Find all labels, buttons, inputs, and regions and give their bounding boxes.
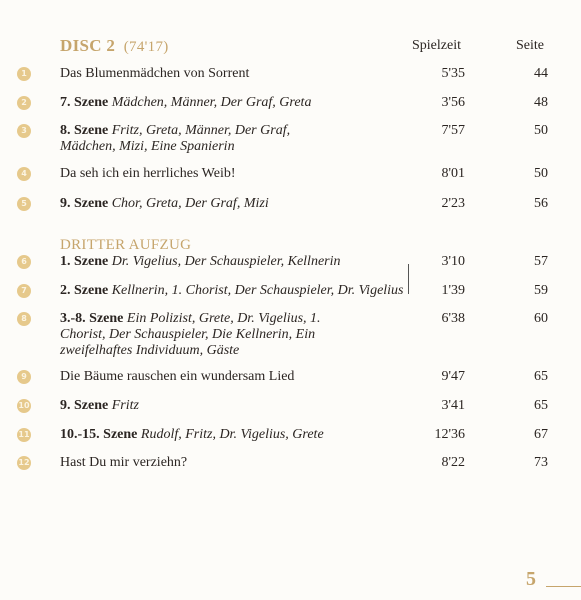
track-time: 1'39 <box>441 283 465 298</box>
track-time: 6'38 <box>441 311 465 326</box>
track-number-badge: 12 <box>17 456 31 470</box>
track-title: Die Bäume rauschen ein wundersam Lied <box>60 369 295 384</box>
track-description <box>60 196 410 212</box>
track-page: 65 <box>534 398 548 413</box>
scene-persons: Ein Polizist, Grete, Dr. Vigelius, 1. Chorist, Der Schauspieler, Die Kellnerin, Ein zweifelhaftes Individuum, Gäste <box>60 311 321 358</box>
track-number-badge: 11 <box>17 428 31 442</box>
scene-persons: Chor, Greta, Der Graf, Mizi <box>111 196 269 211</box>
track-page: 65 <box>534 369 548 384</box>
track-page: 60 <box>534 311 548 326</box>
scene-persons: Fritz, Greta, Männer, Der Graf, Mädchen, Mizi, Eine Spanierin <box>60 123 291 154</box>
column-header-time: Spielzeit <box>412 38 461 53</box>
disc-duration: (74'17) <box>123 39 169 55</box>
scene-persons: Mädchen, Männer, Der Graf, Greta <box>111 95 312 110</box>
track-description <box>60 283 420 299</box>
track-description <box>60 398 410 414</box>
scene-label: 10.-15. Szene <box>60 427 138 442</box>
track-page: 50 <box>534 166 548 181</box>
track-number-badge: 10 <box>17 399 31 413</box>
track-description <box>60 455 410 471</box>
track-page: 44 <box>534 66 548 81</box>
track-number-badge: 5 <box>17 197 31 211</box>
track-time: 12'36 <box>434 427 465 442</box>
scene-persons: Dr. Vigelius, Der Schauspieler, Kellnerin <box>111 254 341 269</box>
track-number-badge: 7 <box>17 284 31 298</box>
scene-label: 8. Szene <box>60 123 109 138</box>
track-number-badge: 2 <box>17 96 31 110</box>
track-description <box>60 369 410 385</box>
track-time: 3'10 <box>441 254 465 269</box>
track-time: 5'35 <box>441 66 465 81</box>
scene-label: 7. Szene <box>60 95 109 110</box>
track-number-badge: 1 <box>17 67 31 81</box>
scene-label: 1. Szene <box>60 254 109 269</box>
scene-label: 3.-8. Szene <box>60 311 124 326</box>
act-title: DRITTER AUFZUG <box>60 237 192 253</box>
track-number-badge: 6 <box>17 255 31 269</box>
track-page: 57 <box>534 254 548 269</box>
track-time: 8'01 <box>441 166 465 181</box>
scene-label: 9. Szene <box>60 398 109 413</box>
page-number: 5 <box>526 568 536 590</box>
scene-label: 9. Szene <box>60 196 109 211</box>
scene-persons: Rudolf, Fritz, Dr. Vigelius, Grete <box>140 427 324 442</box>
track-description <box>60 311 325 359</box>
track-description <box>60 254 410 270</box>
track-page: 59 <box>534 283 548 298</box>
track-time: 8'22 <box>441 455 465 470</box>
track-page: 56 <box>534 196 548 211</box>
scene-persons: Fritz <box>111 398 139 413</box>
track-title: Das Blumenmädchen von Sorrent <box>60 66 250 81</box>
column-header-page: Seite <box>516 38 544 53</box>
track-page: 48 <box>534 95 548 110</box>
track-description <box>60 95 410 111</box>
track-page: 67 <box>534 427 548 442</box>
track-page: 73 <box>534 455 548 470</box>
track-number-badge: 9 <box>17 370 31 384</box>
track-description <box>60 427 410 443</box>
track-description <box>60 66 410 82</box>
track-time: 3'41 <box>441 398 465 413</box>
track-number-badge: 3 <box>17 124 31 138</box>
scene-label: 2. Szene <box>60 283 109 298</box>
track-time: 3'56 <box>441 95 465 110</box>
track-title: Hast Du mir verziehn? <box>60 455 188 470</box>
track-description <box>60 123 330 155</box>
page-number-rule <box>546 586 581 587</box>
scene-persons: Kellnerin, 1. Chorist, Der Schauspieler, Dr. Vigelius <box>111 283 404 298</box>
track-time: 7'57 <box>441 123 465 138</box>
track-number-badge: 8 <box>17 312 31 326</box>
track-page: 50 <box>534 123 548 138</box>
track-description <box>60 166 410 182</box>
track-number-badge: 4 <box>17 167 31 181</box>
track-time: 9'47 <box>441 369 465 384</box>
disc-label: DISC 2 <box>60 36 116 55</box>
track-time: 2'23 <box>441 196 465 211</box>
track-title: Da seh ich ein herrliches Weib! <box>60 166 236 181</box>
disc-title <box>60 36 169 56</box>
